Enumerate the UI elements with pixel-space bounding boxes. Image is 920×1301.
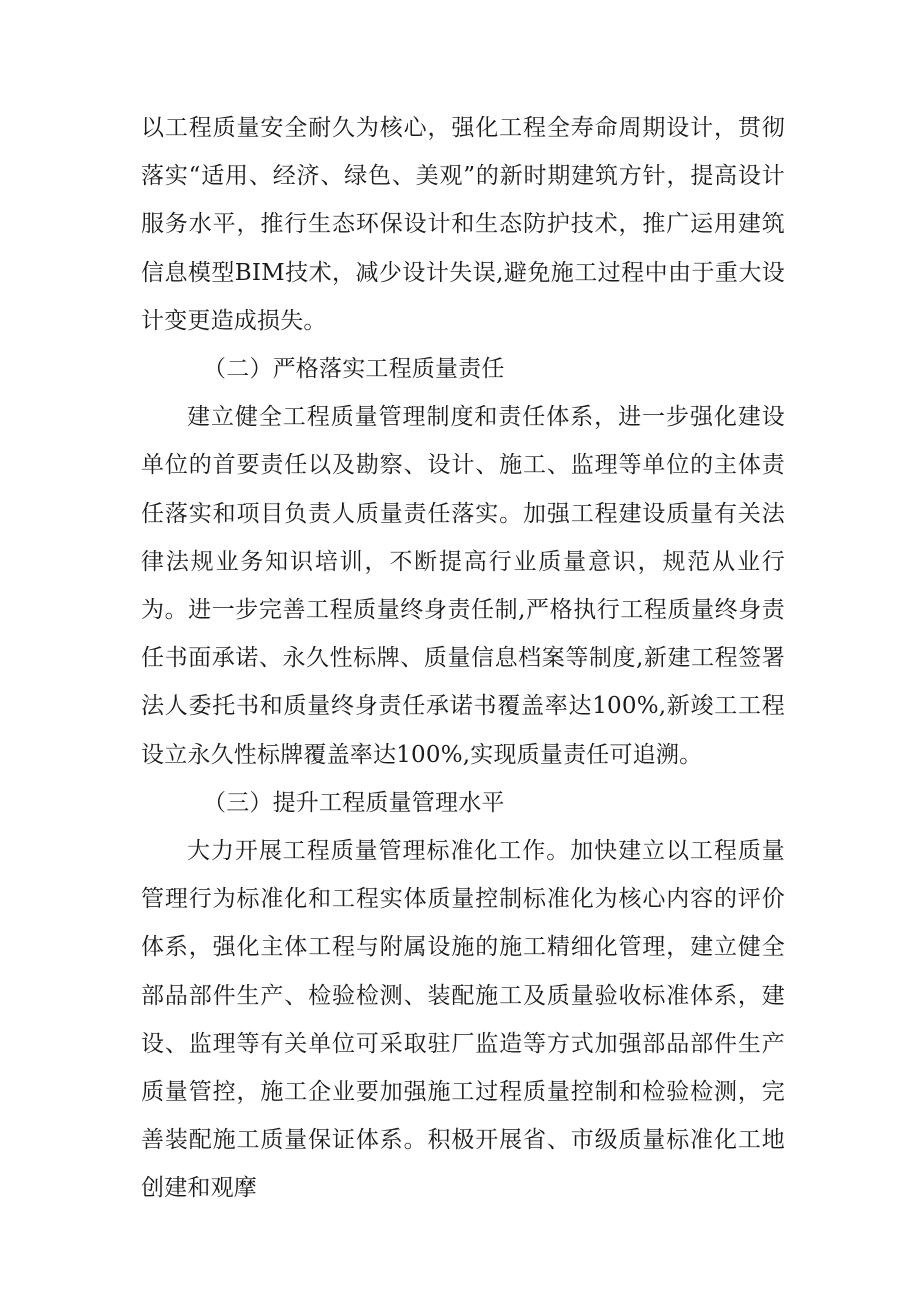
document-body — [141, 104, 785, 1213]
paragraph-responsibility: 建立健全工程质量管理制度和责任体系，进一步强化建设单位的首要责任以及勘察、设计、施工、监理等单位的主体责任落实和项目负责人质量责任落实。加强工程建设质量有关法律法规业务知识培训，不断提高行业质量意识，规范从业行为。进一步完善工程质量终身责任制,严格执行工程质量终身责任书面承诺、永久性标牌、质量信息档案等制度,新建工程签署法人委托书和质量终身责任承诺书覆盖率达100%,新竣工工程设立永久性标牌覆盖率达100%,实现质量责任可追溯。 — [141, 404, 785, 768]
section-heading-3: （三）提升工程质量管理水平 — [203, 789, 505, 816]
paragraph-management: 大力开展工程质量管理标准化工作。加快建立以工程质量管理行为标准化和工程实体质量控制标准化为核心内容的评价体系，强化主体工程与附属设施的施工精细化管理，建立健全部品部件生产、检验检测、装配施工及质量验收标准体系，建设、监理等有关单位可采取驻厂监造等方式加强部品部件生产质量管控，施工企业要加强施工过程质量控制和检验检测，完善装配施工质量保证体系。积极开展省、市级质量标准化工地创建和观摩 — [141, 838, 785, 1202]
section-heading-2: （二）严格落实工程质量责任 — [203, 356, 505, 383]
paragraph-design: 以工程质量安全耐久为核心，强化工程全寿命周期设计，贯彻落实“适用、经济、绿色、美观”的新时期建筑方针，提高设计服务水平，推行生态环保设计和生态防护技术，推广运用建筑信息模型BIM技术，减少设计失误,避免施工过程中由于重大设计变更造成损失。 — [141, 115, 785, 334]
